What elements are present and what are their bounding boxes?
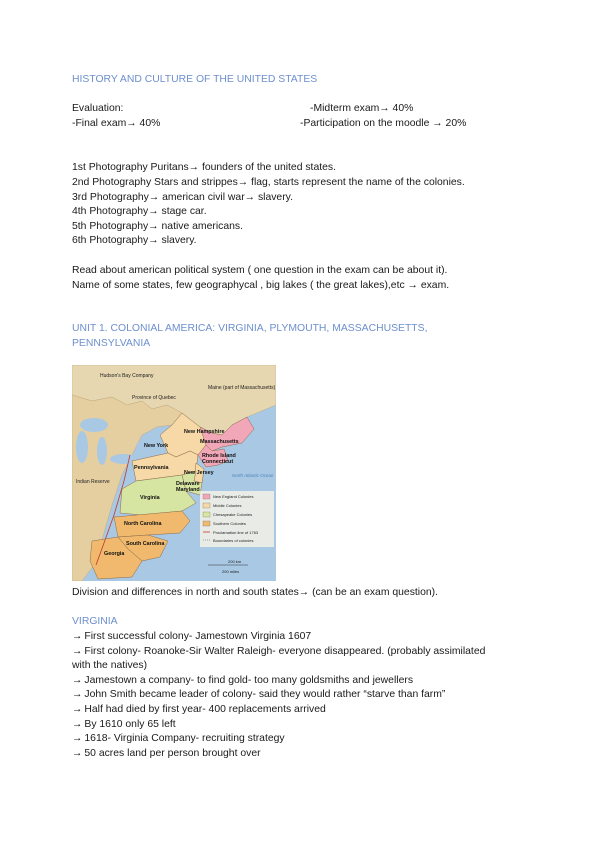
map-label-indian-reserve: Indian Reserve [76,479,110,485]
map-label-rhode-island: Rhode Island [202,453,236,459]
list-item-text: First colony- Roanoke-Sir Walter Raleigh- everyone disappeared. (probably assimilated [84,646,486,657]
arrow-icon: → [72,675,83,686]
list-item [72,747,261,760]
list-item [72,688,445,701]
legend-label: Southern Colonies [213,521,246,526]
note-geography: Name of some states, few geographycal , big lakes ( the great lakes),etc → exam. [72,280,450,291]
list-item-text: Jamestown a company- to find gold- too many goldsmiths and jewellers [84,675,414,686]
arrow-icon: → [72,689,83,700]
list-item [72,645,485,658]
list-item-text: 50 acres land per person brought over [84,748,261,759]
evaluation-label: Evaluation: [72,103,124,114]
list-item-text: First successful colony- Jamestown Virginia 1607 [84,631,312,642]
legend-label: Middle Colonies [213,503,242,508]
virginia-heading: VIRGINIA [72,616,118,627]
list-item-text: Half had died by first year- 400 replacements arrived [84,704,326,715]
list-item-text: By 1610 only 65 left [84,719,176,730]
arrow-icon: → [72,646,83,657]
map-label-georgia: Georgia [104,551,125,557]
map-label-maryland: Maryland [176,487,200,493]
list-item-continuation: with the natives) [72,660,148,671]
list-item [72,732,285,745]
map-label-quebec: Province of Quebec [132,395,176,401]
photo-item: 2nd Photography Stars and strippes→ flag, starts represent the name of the colonies. [72,177,465,188]
scale-miles: 200 miles [222,569,240,574]
arrow-icon: → [72,704,83,715]
legend-label: New England Colonies [213,494,254,499]
list-item-text: 1618- Virginia Company- recruiting strategy [84,733,285,744]
map-label-massachusetts: Massachusetts [200,439,239,445]
legend-label: Chesapeake Colonies [213,512,253,517]
map-caption: Division and differences in north and south states→ (can be an exam question). [72,587,439,598]
list-item [72,703,326,716]
map-label-pennsylvania: Pennsylvania [134,465,169,471]
unit-title: UNIT 1. COLONIAL AMERICA: VIRGINIA, PLYMOUTH, MASSACHUSETTS, [72,323,428,334]
list-item [72,674,413,687]
arrow-icon: → [72,631,83,642]
unit-title-continued: PENNSYLVANIA [72,338,151,349]
colonial-map-svg [72,365,276,581]
map-label-maine: Maine (part of Massachusetts) [208,385,276,391]
photo-item: 4th Photography→ stage car. [72,206,207,217]
photo-item: 3rd Photography→ american civil war→ slavery. [72,192,293,203]
map-label-hudson: Hudson's Bay Company [100,373,154,379]
note-political-system: Read about american political system ( one question in the exam can be about it). [72,265,448,276]
arrow-icon: → [72,748,83,759]
legend-label: Proclamation line of 1763 [213,530,259,535]
midterm-weight: -Midterm exam→ 40% [310,103,414,114]
legend-label: Boundaries of colonies [213,538,254,543]
map-label-connecticut: Connecticut [202,459,234,465]
list-item-text: John Smith became leader of colony- said they would rather “starve than farm” [84,689,446,700]
photo-item: 1st Photography Puritans→ founders of the united states. [72,162,336,173]
arrow-icon: → [72,719,83,730]
legend-swatch-new-england [203,494,210,499]
legend-swatch-chesapeake [203,512,210,517]
map-label-new-york: New York [144,443,169,449]
map-label-south-carolina: South Carolina [126,541,165,547]
legend-swatch-middle [203,503,210,508]
map-label-virginia: Virginia [140,495,160,501]
map-label-new-hampshire: New Hampshire [184,429,225,435]
document-title: HISTORY AND CULTURE OF THE UNITED STATES [72,74,318,85]
participation-weight: -Participation on the moodle → 20% [300,118,467,129]
legend-swatch-southern [203,521,210,526]
colonial-map [72,365,276,581]
map-label-new-jersey: New Jersey [184,470,214,476]
map-label-north-carolina: North Carolina [124,521,162,527]
photo-item: 6th Photography→ slavery. [72,235,197,246]
final-exam-weight: -Final exam→ 40% [72,118,161,129]
scale-km: 200 km [228,559,242,564]
map-label-atlantic: North Atlantic Ocean [232,473,274,478]
list-item [72,718,176,731]
photo-item: 5th Photography→ native americans. [72,221,243,232]
list-item [72,630,311,643]
map-label-delaware: Delaware [176,481,200,487]
arrow-icon: → [72,733,83,744]
map-legend [200,491,274,547]
